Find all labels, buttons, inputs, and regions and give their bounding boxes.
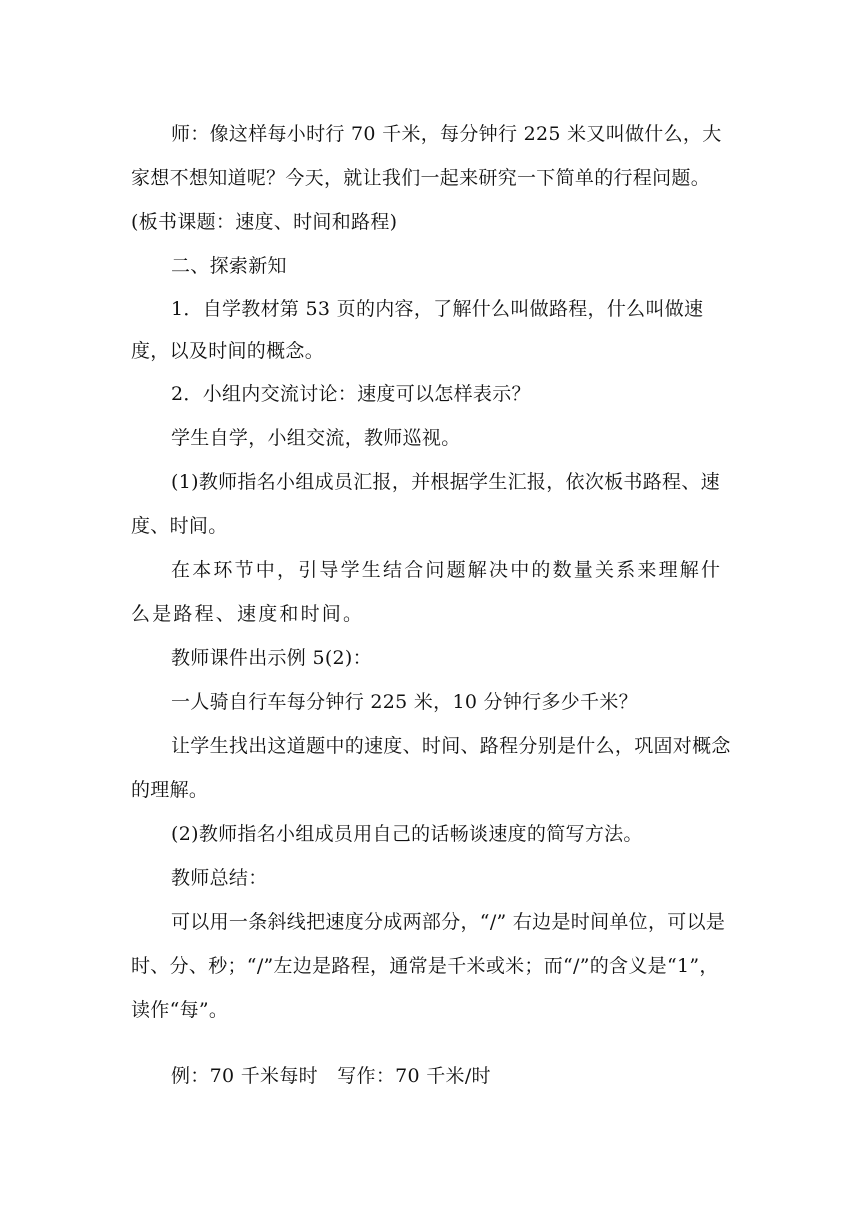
paragraph-example-intro: 教师课件出示例 5(2)： — [171, 647, 372, 669]
paragraph-step-1: 1．自学教材第 53 页的内容，了解什么叫做路程，什么叫做速度，以及时间的概念。 — [131, 298, 704, 362]
paragraph-example-notation: 例：70 千米每时 写作：70 千米/时 — [171, 1065, 491, 1087]
section-heading-explore: 二、探索新知 — [171, 255, 287, 277]
paragraph-example-problem: 一人骑自行车每分钟行 225 米，10 分钟行多少千米？ — [171, 691, 638, 713]
paragraph-summary-heading: 教师总结： — [171, 867, 268, 889]
paragraph-teacher-question: 师：像这样每小时行 70 千米，每分钟行 225 米又叫做什么，大家想不想知道呢？今天，就让我们一起来研究一下简单的行程问题。(板书课题：速度、时间和路程) — [131, 123, 722, 233]
paragraph-guidance-note: 在本环节中，引导学生结合问题解决中的数量关系来理解什么是路程、速度和时间。 — [131, 559, 723, 625]
paragraph-step-2: 2．小组内交流讨论：速度可以怎样表示？ — [171, 383, 531, 405]
paragraph-report-1: (1)教师指名小组成员汇报，并根据学生汇报，依次板书路程、速度、时间。 — [131, 471, 720, 537]
paragraph-report-2: (2)教师指名小组成员用自己的话畅谈速度的简写方法。 — [171, 823, 643, 845]
paragraph-student-activity: 学生自学，小组交流，教师巡视。 — [171, 427, 461, 449]
document-body — [131, 112, 731, 1098]
paragraph-concept-check: 让学生找出这道题中的速度、时间、路程分别是什么，巩固对概念的理解。 — [131, 735, 731, 801]
paragraph-summary-body: 可以用一条斜线把速度分成两部分，“/” 右边是时间单位，可以是时、分、秒；“/”左边是路程，通常是千米或米；而“/”的含义是“1”，读作“每”。 — [131, 911, 726, 1021]
